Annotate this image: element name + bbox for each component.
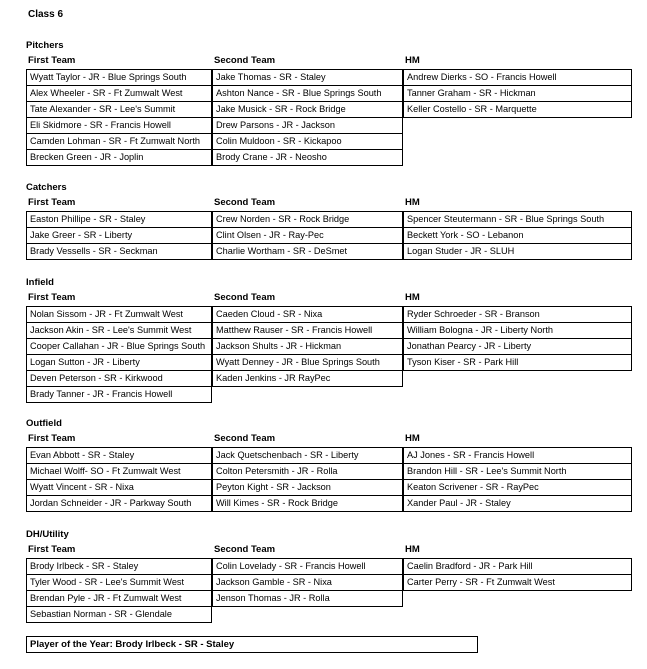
player-cell: Ryder Schroeder - SR - Branson — [403, 306, 632, 323]
player-cell: Will Kimes - SR - Rock Bridge — [212, 496, 403, 512]
section-title: Pitchers — [26, 40, 64, 51]
player-cell: Jonathan Pearcy - JR - Liberty — [403, 339, 632, 355]
player-cell: Jake Greer - SR - Liberty — [26, 228, 212, 244]
column-header-first-team: First Team — [28, 544, 76, 555]
column-first-team — [26, 211, 212, 260]
column-header-second-team: Second Team — [214, 55, 276, 66]
column-header-second-team: Second Team — [214, 197, 276, 208]
section-title: DH/Utility — [26, 529, 69, 540]
player-cell: Brandon Hill - SR - Lee's Summit North — [403, 464, 632, 480]
column-header-first-team: First Team — [28, 433, 76, 444]
column-header-second-team: Second Team — [214, 292, 276, 303]
player-cell: Jackson Akin - SR - Lee's Summit West — [26, 323, 212, 339]
player-cell: Brady Tanner - JR - Francis Howell — [26, 387, 212, 403]
player-cell: Cooper Callahan - JR - Blue Springs South — [26, 339, 212, 355]
player-cell: Logan Sutton - JR - Liberty — [26, 355, 212, 371]
column-header-first-team: First Team — [28, 292, 76, 303]
player-cell: Tyson Kiser - SR - Park Hill — [403, 355, 632, 371]
player-cell: Tate Alexander - SR - Lee's Summit — [26, 102, 212, 118]
player-cell: Easton Phillipe - SR - Staley — [26, 211, 212, 228]
player-cell: Andrew Dierks - SO - Francis Howell — [403, 69, 632, 86]
column-header-second-team: Second Team — [214, 544, 276, 555]
player-cell: Jordan Schneider - JR - Parkway South — [26, 496, 212, 512]
player-of-the-year: Player of the Year: Brody Irlbeck - SR - Staley — [26, 636, 478, 653]
section-title: Infield — [26, 277, 54, 288]
player-cell: Logan Studer - JR - SLUH — [403, 244, 632, 260]
player-cell: Jackson Shults - JR - Hickman — [212, 339, 403, 355]
column-hm — [403, 306, 632, 371]
player-cell: Tanner Graham - SR - Hickman — [403, 86, 632, 102]
player-cell: Jake Thomas - SR - Staley — [212, 69, 403, 86]
column-second-team — [212, 211, 403, 260]
player-cell: Caelin Bradford - JR - Park Hill — [403, 558, 632, 575]
player-cell: Brody Irlbeck - SR - Staley — [26, 558, 212, 575]
column-header-first-team: First Team — [28, 197, 76, 208]
player-cell: Evan Abbott - SR - Staley — [26, 447, 212, 464]
player-cell: Camden Lohman - SR - Ft Zumwalt North — [26, 134, 212, 150]
column-first-team — [26, 69, 212, 166]
player-cell: Wyatt Taylor - JR - Blue Springs South — [26, 69, 212, 86]
player-cell: Alex Wheeler - SR - Ft Zumwalt West — [26, 86, 212, 102]
player-cell: Beckett York - SO - Lebanon — [403, 228, 632, 244]
column-second-team — [212, 306, 403, 387]
player-cell: Drew Parsons - JR - Jackson — [212, 118, 403, 134]
player-cell: Brady Vessells - SR - Seckman — [26, 244, 212, 260]
player-cell: Spencer Steutermann - SR - Blue Springs South — [403, 211, 632, 228]
player-cell: Jackson Gamble - SR - Nixa — [212, 575, 403, 591]
player-cell: Clint Olsen - JR - Ray-Pec — [212, 228, 403, 244]
player-cell: Xander Paul - JR - Staley — [403, 496, 632, 512]
player-cell: Jake Musick - SR - Rock Bridge — [212, 102, 403, 118]
column-header-hm: HM — [405, 55, 420, 66]
column-hm — [403, 69, 632, 118]
player-cell: Wyatt Vincent - SR - Nixa — [26, 480, 212, 496]
column-header-hm: HM — [405, 292, 420, 303]
player-cell: Deven Peterson - SR - Kirkwood — [26, 371, 212, 387]
column-second-team — [212, 558, 403, 607]
player-cell: Colton Petersmith - JR - Rolla — [212, 464, 403, 480]
player-cell: Jenson Thomas - JR - Rolla — [212, 591, 403, 607]
player-cell: Matthew Rauser - SR - Francis Howell — [212, 323, 403, 339]
column-first-team — [26, 558, 212, 623]
player-cell: AJ Jones - SR - Francis Howell — [403, 447, 632, 464]
column-second-team — [212, 447, 403, 512]
player-cell: Peyton Kight - SR - Jackson — [212, 480, 403, 496]
column-hm — [403, 211, 632, 260]
section-title: Outfield — [26, 418, 62, 429]
column-second-team — [212, 69, 403, 166]
section-title: Catchers — [26, 182, 67, 193]
column-header-hm: HM — [405, 544, 420, 555]
player-cell: Brecken Green - JR - Joplin — [26, 150, 212, 166]
player-cell: Kaden Jenkins - JR RayPec — [212, 371, 403, 387]
player-cell: Brendan Pyle - JR - Ft Zumwalt West — [26, 591, 212, 607]
player-cell: Keller Costello - SR - Marquette — [403, 102, 632, 118]
column-hm — [403, 558, 632, 591]
player-cell: Sebastian Norman - SR - Glendale — [26, 607, 212, 623]
player-cell: Carter Perry - SR - Ft Zumwalt West — [403, 575, 632, 591]
player-cell: Charlie Wortham - SR - DeSmet — [212, 244, 403, 260]
player-cell: Colin Lovelady - SR - Francis Howell — [212, 558, 403, 575]
player-cell: Keaton Scrivener - SR - RayPec — [403, 480, 632, 496]
player-cell: Crew Norden - SR - Rock Bridge — [212, 211, 403, 228]
player-cell: Michael Wolff- SO - Ft Zumwalt West — [26, 464, 212, 480]
player-cell: William Bologna - JR - Liberty North — [403, 323, 632, 339]
column-hm — [403, 447, 632, 512]
player-cell: Colin Muldoon - SR - Kickapoo — [212, 134, 403, 150]
player-cell: Eli Skidmore - SR - Francis Howell — [26, 118, 212, 134]
column-header-first-team: First Team — [28, 55, 76, 66]
player-cell: Caeden Cloud - SR - Nixa — [212, 306, 403, 323]
column-header-hm: HM — [405, 197, 420, 208]
player-cell: Brody Crane - JR - Neosho — [212, 150, 403, 166]
player-cell: Nolan Sissom - JR - Ft Zumwalt West — [26, 306, 212, 323]
player-cell: Jack Quetschenbach - SR - Liberty — [212, 447, 403, 464]
player-cell: Wyatt Denney - JR - Blue Springs South — [212, 355, 403, 371]
column-first-team — [26, 447, 212, 512]
column-header-second-team: Second Team — [214, 433, 276, 444]
player-cell: Tyler Wood - SR - Lee's Summit West — [26, 575, 212, 591]
player-cell: Ashton Nance - SR - Blue Springs South — [212, 86, 403, 102]
column-first-team — [26, 306, 212, 403]
page-title: Class 6 — [28, 9, 64, 20]
column-header-hm: HM — [405, 433, 420, 444]
